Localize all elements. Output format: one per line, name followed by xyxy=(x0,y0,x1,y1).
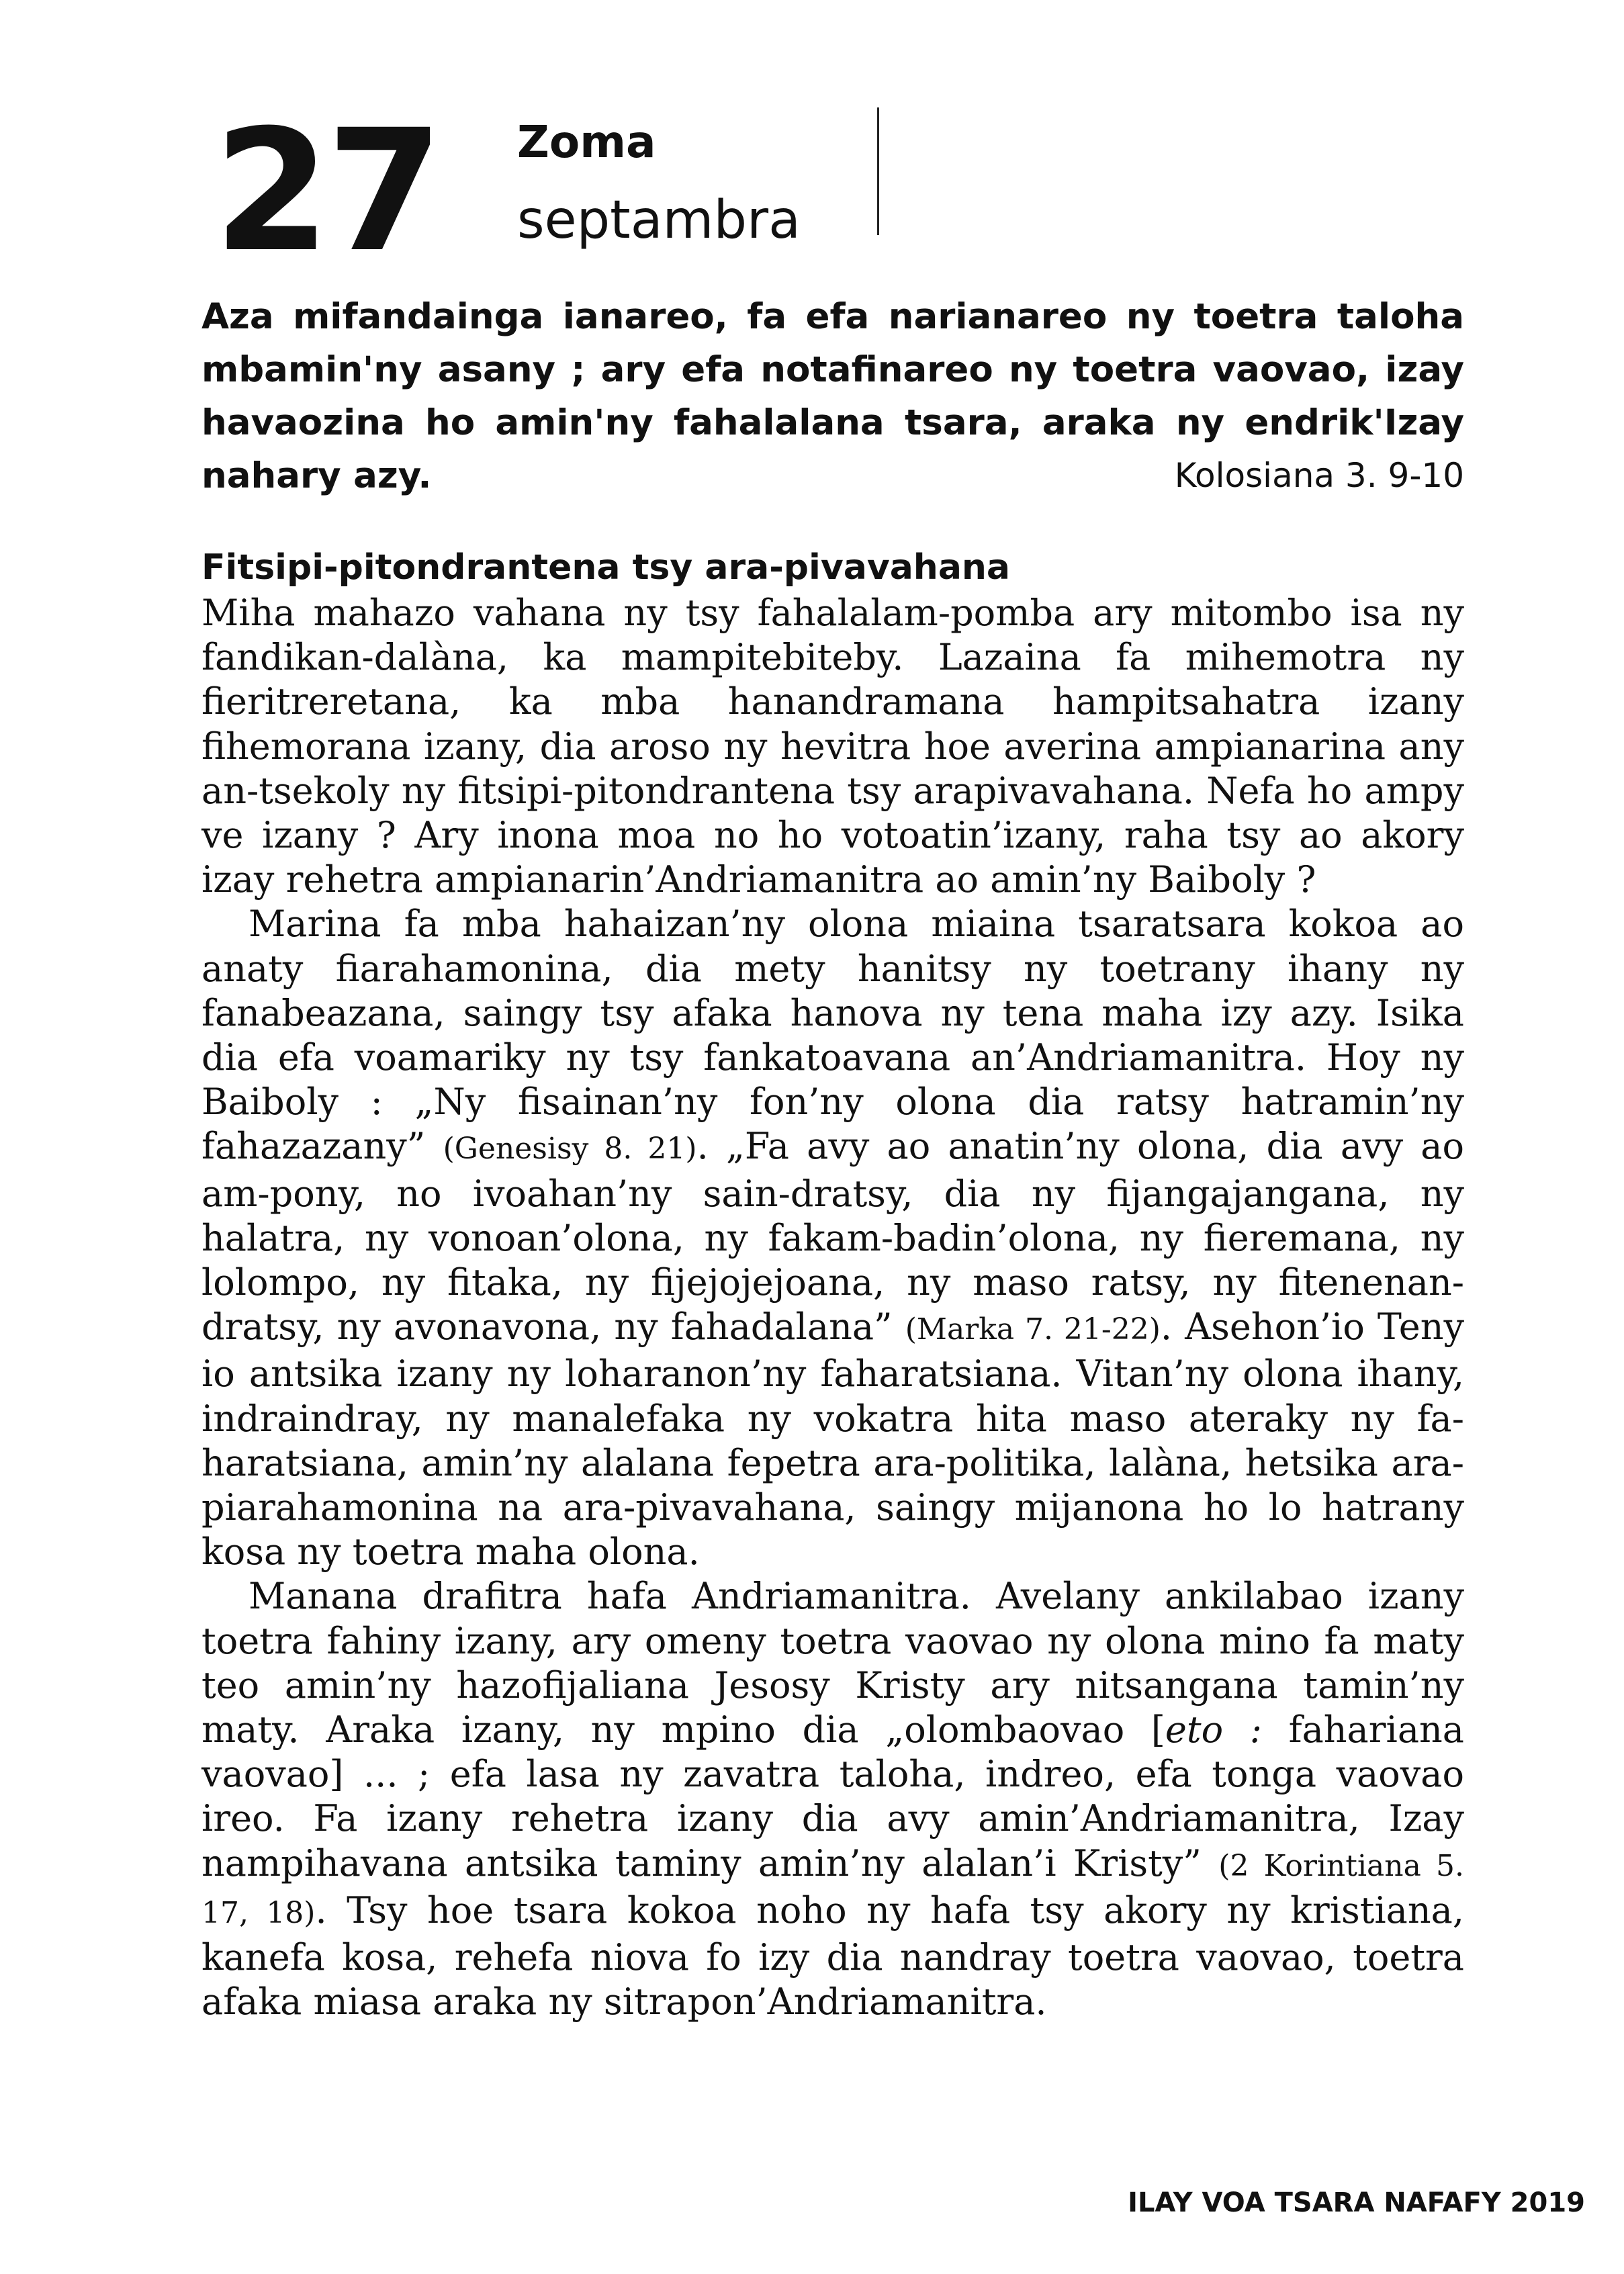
citation-marka: (Marka 7. 21-22) xyxy=(905,1312,1161,1347)
paragraph-3 xyxy=(201,1574,1464,2024)
paragraph-2 xyxy=(201,902,1464,1574)
day-number: 27 xyxy=(214,93,439,289)
paragraph-2-part-a: Marina fa mba hahaizan’ny olona miaina tsaratsara kokoa ao anaty fiarahamonina, dia mety hanitsy ny toetrany ihany ny fanabeazana, saingy tsy afaka hanova ny tena maha izy azy. Isika dia efa voamariky ny tsy fankatoavana an’Andriamanitra. Hoy ny Baiboly : „Ny fisainan’ny fon’ny olona dia ratsy hatramin’ny fahazazany” xyxy=(201,903,1464,1168)
scripture-verse xyxy=(201,290,1464,502)
citation-genesisy: (Genesisy 8. 21) xyxy=(443,1132,697,1167)
verse-reference: Kolosiana 3. 9-10 xyxy=(1174,456,1464,495)
paragraph-2-part-c: . Asehon’io Teny io antsika izany ny loharanon’ny faharatsiana. Vitan’ny olona ihany, indraindray, ny manalefaka ny vokatra hita maso ateraky ny faharatsiana, amin’ny alalana fepetra ara-politika, lalàna, hetsika ara-piarahamonina na ara-pivavahana, saingy mijanona ho lo hatrany kosa ny toetra maha olona. xyxy=(201,1306,1464,1574)
verse-text: Aza mifandainga ianareo, fa efa narianareo ny toetra taloha mbamin'ny asany ; ary efa notafinareo ny toetra vaovao, izay havaozina ho amin'ny fahalalana tsara, araka ny endrik'Izay nahary azy. xyxy=(201,296,1464,496)
weekday-label: Zoma xyxy=(517,116,656,168)
citation-korintiana: (2 Korintiana 5. 17, 18) xyxy=(201,1848,1464,1930)
article-title: Fitsipi-pitondrantena tsy ara-pivavahana xyxy=(201,547,1011,588)
month-label: septambra xyxy=(517,190,801,251)
paragraph-2-part-b: . „Fa avy ao anatin’ny olona, dia avy ao am-pony, no ivoahan’ny sain-dratsy, dia ny fijangajangana, ny halatra, ny vonoan’olona, ny fakam-badin’olona, ny fieremana, ny lolompo, ny fitaka, ny fijejojejoana, ny maso ratsy, ny fitenenan-dratsy, ny avonavona, ny fahadalana” xyxy=(201,1125,1464,1349)
paragraph-3-part-b: fahariana vaovao] ... ; efa lasa ny zavatra taloha, indreo, efa tonga vaovao ireo. Fa izany rehetra izany dia avy amin’Andriamanitra, Izay nampihavana antsika taminy amin’ny alalan’i Kristy” xyxy=(201,1709,1464,1884)
article-body xyxy=(201,591,1464,2025)
header-divider xyxy=(877,107,879,235)
paragraph-1: Miha mahazo vahana ny tsy fahalalam-pomba ary mitombo isa ny fandikan-dalàna, ka mampitebiteby. Lazaina fa mihemotra ny fieritreretana, ka mba hanandramana hampitsahatra izany fihemorana izany, dia aroso ny hevitra hoe averina ampianarina any an-tsekoly ny fitsipi-pitondrantena tsy arapivavahana. Nefa ho ampy ve izany ? Ary inona moa no ho votoatin’izany, raha tsy ao akory izay rehetra ampianarin’Andriamanitra ao amin’ny Baiboly ? xyxy=(201,592,1464,901)
paragraph-3-part-a: Manana drafitra hafa Andriamanitra. Avelany ankilabao izany toetra fahiny izany, ary omeny toetra vaovao ny olona mino fa maty teo amin’ny hazofijaliana Jesosy Kristy ary nitsangana tamin’ny maty. Araka izany, ny mpino dia „olombaovao [ xyxy=(201,1575,1464,1752)
footer-publication: ILAY VOA TSARA NAFAFY 2019 xyxy=(1128,2187,1585,2218)
paragraph-3-part-c: . Tsy hoe tsara kokoa noho ny hafa tsy akory ny kristiana, kanefa kosa, rehefa niova fo izy dia nandray toetra vaovao, toetra afaka miasa araka ny sitrapon’Andriamanitra. xyxy=(201,1889,1464,2023)
paragraph-3-italic: eto : xyxy=(1165,1709,1262,1752)
